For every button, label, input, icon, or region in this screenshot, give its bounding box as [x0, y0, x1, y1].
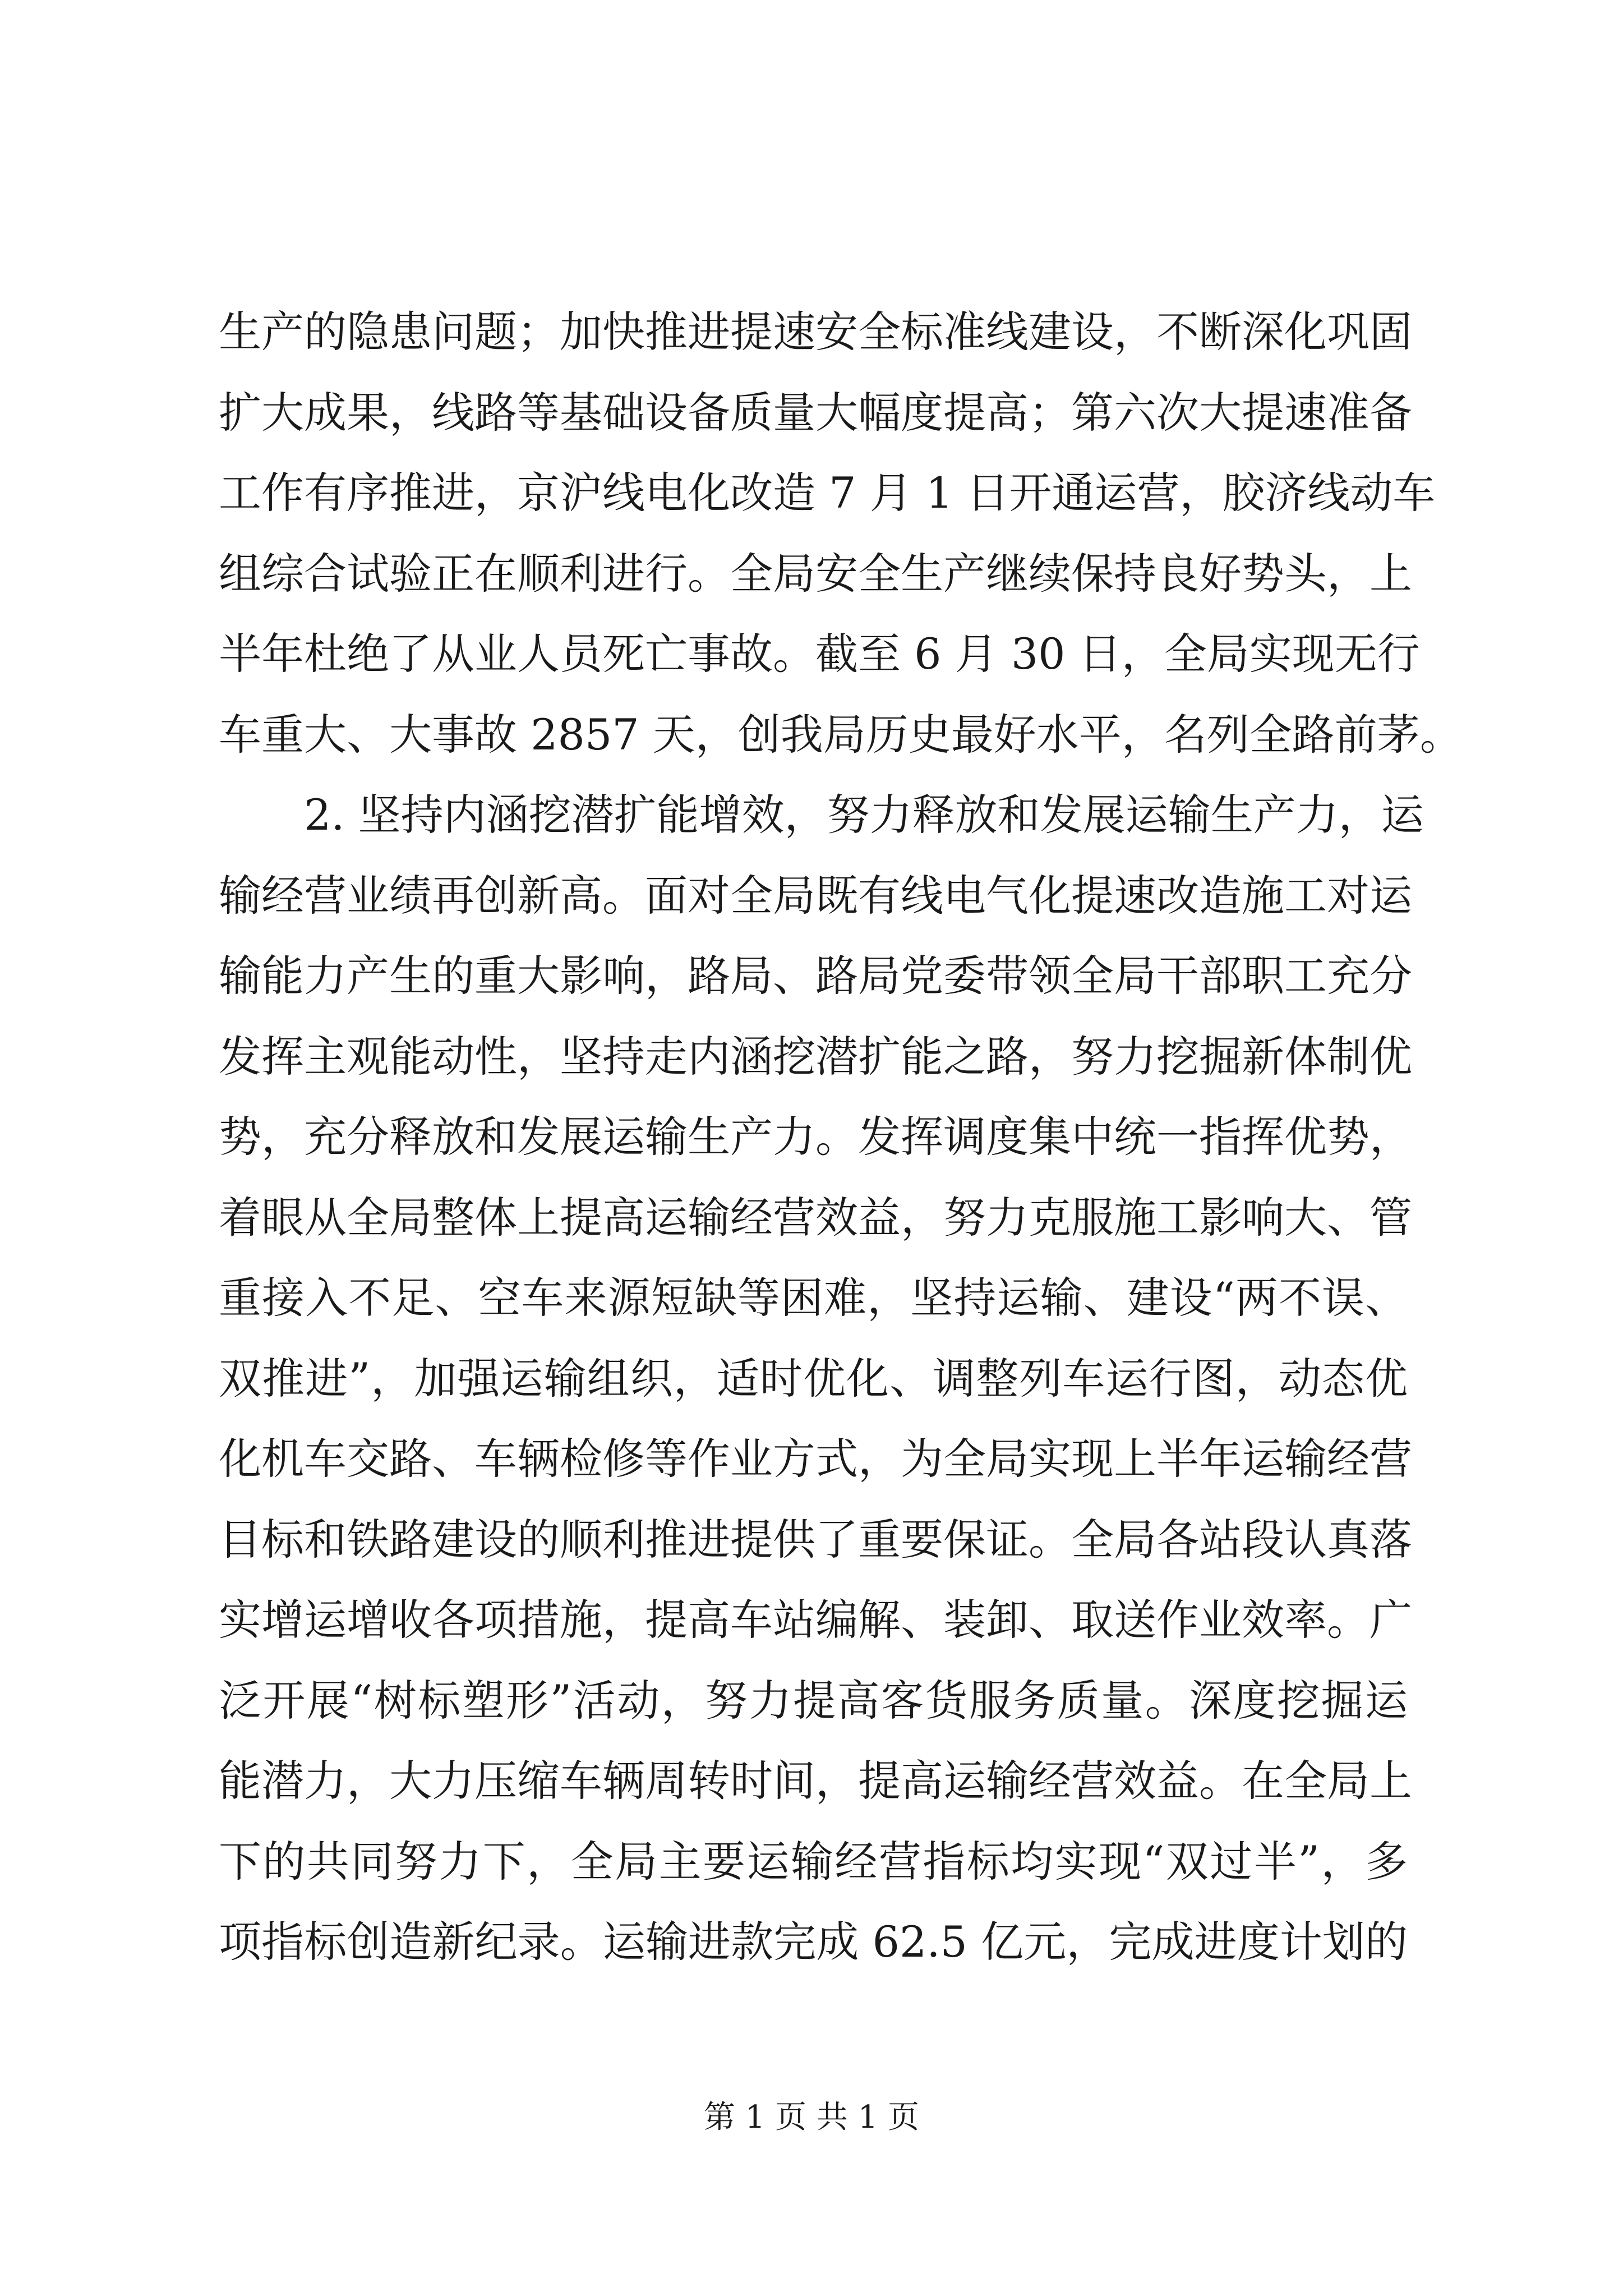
text-line: 发挥主观能动性，坚持走内涵挖潜扩能之路，努力挖掘新体制优	[219, 1031, 1412, 1082]
text-line: 生产的隐患问题；加快推进提速安全标准线建设，不断深化巩固	[219, 307, 1412, 357]
text-line: 化机车交路、车辆检修等作业方式，为全局实现上半年运输经营	[219, 1434, 1412, 1484]
text-line: 目标和铁路建设的顺利推进提供了重要保证。全局各站段认真落	[219, 1514, 1412, 1565]
paragraph-start-line: 2. 坚持内涵挖潜扩能增效，努力释放和发展运输生产力，运	[304, 790, 1424, 840]
text-line: 双推进”，加强运输组织，适时优化、调整列车运行图，动态优	[219, 1353, 1408, 1404]
text-line: 扩大成果，线路等基础设备质量大幅度提高；第六次大提速准备	[219, 387, 1412, 438]
document-body	[219, 292, 1463, 1982]
text-line: 实增运增收各项措施，提高车站编解、装卸、取送作业效率。广	[219, 1595, 1412, 1645]
text-line: 重接入不足、空车来源短缺等困难，坚持运输、建设“两不误、	[219, 1273, 1408, 1323]
text-line: 着眼从全局整体上提高运输经营效益，努力克服施工影响大、管	[219, 1192, 1412, 1243]
text-line: 能潜力，大力压缩车辆周转时间，提高运输经营效益。在全局上	[219, 1756, 1412, 1806]
text-line: 车重大、大事故 2857 天，创我局历史最好水平，名列全路前茅。	[219, 709, 1463, 760]
text-line: 势，充分释放和发展运输生产力。发挥调度集中统一指挥优势，	[219, 1112, 1412, 1162]
page-number-footer: 第 1 页 共 1 页	[703, 2099, 920, 2136]
text-line: 项指标创造新纪录。运输进款完成 62.5 亿元，完成进度计划的	[219, 1917, 1408, 1967]
text-line: 泛开展“树标塑形”活动，努力提高客货服务质量。深度挖掘运	[219, 1675, 1408, 1726]
text-line: 工作有序推进，京沪线电化改造 7 月 1 日开通运营，胶济线动车	[219, 468, 1436, 518]
text-line: 输能力产生的重大影响，路局、路局党委带领全局干部职工充分	[219, 951, 1412, 1001]
text-line: 半年杜绝了从业人员死亡事故。截至 6 月 30 日，全局实现无行	[219, 629, 1420, 679]
text-line: 下的共同努力下，全局主要运输经营指标均实现“双过半”，多	[219, 1836, 1408, 1887]
text-line: 组综合试验正在顺利进行。全局安全生产继续保持良好势头，上	[219, 548, 1412, 599]
text-line: 输经营业绩再创新高。面对全局既有线电气化提速改造施工对运	[219, 870, 1412, 921]
